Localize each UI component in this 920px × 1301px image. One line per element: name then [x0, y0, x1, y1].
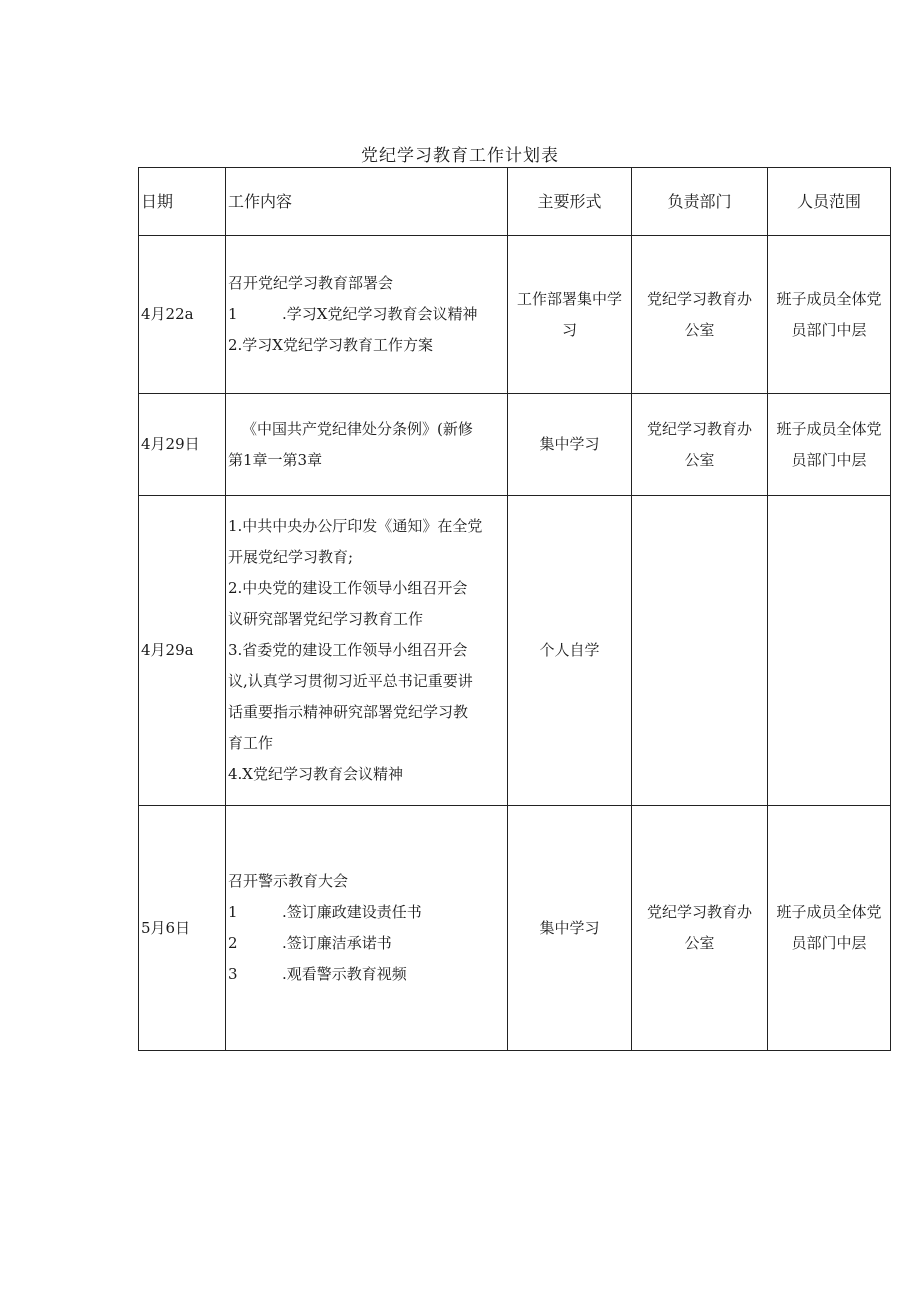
item-text: .观看警示教育视频: [282, 965, 407, 983]
table-row: [139, 806, 891, 1051]
content-item: 2.学习X党纪学习教育工作方案: [228, 336, 433, 354]
row-form: [508, 236, 632, 394]
row-form: 集中学习: [508, 394, 632, 496]
row-date: 5月6日: [139, 806, 226, 1051]
content-item: 《中国共产党纪律处分条例》(新修: [242, 419, 473, 438]
row-content: [226, 496, 508, 806]
form-line: 习: [561, 320, 577, 339]
row-form: 集中学习: [508, 806, 632, 1051]
table-row: [139, 496, 891, 806]
content-item: [228, 299, 505, 330]
scope-line: 员部门中层: [791, 320, 867, 339]
row-date: 4月22a: [139, 236, 226, 394]
content-item: 4.X党纪学习教育会议精神: [228, 765, 403, 783]
item-number: 1: [228, 305, 238, 323]
dept-line: 公室: [684, 934, 715, 952]
row-date: 4月29日: [139, 394, 226, 496]
row-scope: [768, 806, 891, 1051]
header-date: 日期: [139, 168, 226, 236]
scope-line: 班子成员全体党: [776, 289, 882, 308]
page-title: 党纪学习教育工作计划表: [361, 146, 559, 166]
content-heading: 召开警示教育大会: [228, 872, 349, 890]
content-item: [228, 928, 505, 959]
dept-line: 公室: [684, 450, 715, 469]
table-row: [139, 236, 891, 394]
header-scope: 人员范围: [768, 168, 891, 236]
content-item: 1.中共中央办公厅印发《通知》在全党: [228, 517, 483, 535]
item-text: .学习X党纪学习教育会议精神: [282, 305, 478, 323]
dept-line: 公室: [684, 320, 715, 339]
content-item: 第1章一第3章: [228, 450, 323, 469]
dept-line: 党纪学习教育办: [646, 903, 752, 921]
item-number: 2: [228, 934, 238, 952]
dept-line: 党纪学习教育办: [646, 419, 752, 438]
row-scope: [768, 236, 891, 394]
scope-line: 班子成员全体党: [776, 419, 882, 438]
table-header-row: [139, 168, 891, 236]
table-row: [139, 394, 891, 496]
form-line: 工作部署集中学: [516, 289, 622, 308]
content-item: 3.省委党的建设工作领导小组召开会: [228, 641, 468, 659]
content-item: 议研究部署党纪学习教育工作: [228, 610, 424, 628]
row-dept: [632, 394, 768, 496]
dept-line: 党纪学习教育办: [646, 289, 752, 308]
work-plan-table: [138, 167, 891, 1051]
item-number: 3: [228, 965, 238, 983]
content-item: 话重要指示精神研究部署党纪学习教: [228, 703, 469, 721]
scope-line: 班子成员全体党: [776, 903, 882, 921]
content-item: 育工作: [228, 734, 274, 752]
content-item: 开展党纪学习教育;: [228, 548, 354, 566]
scope-line: 员部门中层: [791, 934, 867, 952]
row-dept: [632, 236, 768, 394]
header-form: 主要形式: [508, 168, 632, 236]
item-number: 1: [228, 903, 238, 921]
item-text: .签订廉洁承诺书: [282, 934, 392, 952]
row-content: [226, 236, 508, 394]
header-dept: 负责部门: [632, 168, 768, 236]
item-text: .签订廉政建设责任书: [282, 903, 422, 921]
row-form: 个人自学: [508, 496, 632, 806]
scope-line: 员部门中层: [791, 450, 867, 469]
content-item: 议,认真学习贯彻习近平总书记重要讲: [228, 672, 473, 690]
row-date: 4月29a: [139, 496, 226, 806]
row-content: [226, 806, 508, 1051]
content-item: 2.中央党的建设工作领导小组召开会: [228, 579, 468, 597]
row-scope: [768, 394, 891, 496]
row-dept: [632, 806, 768, 1051]
row-content: [226, 394, 508, 496]
content-heading: 召开党纪学习教育部署会: [228, 274, 394, 292]
row-dept: [632, 496, 768, 806]
row-scope: [768, 496, 891, 806]
content-item: [228, 959, 505, 990]
header-content: 工作内容: [226, 168, 508, 236]
content-item: [228, 897, 505, 928]
